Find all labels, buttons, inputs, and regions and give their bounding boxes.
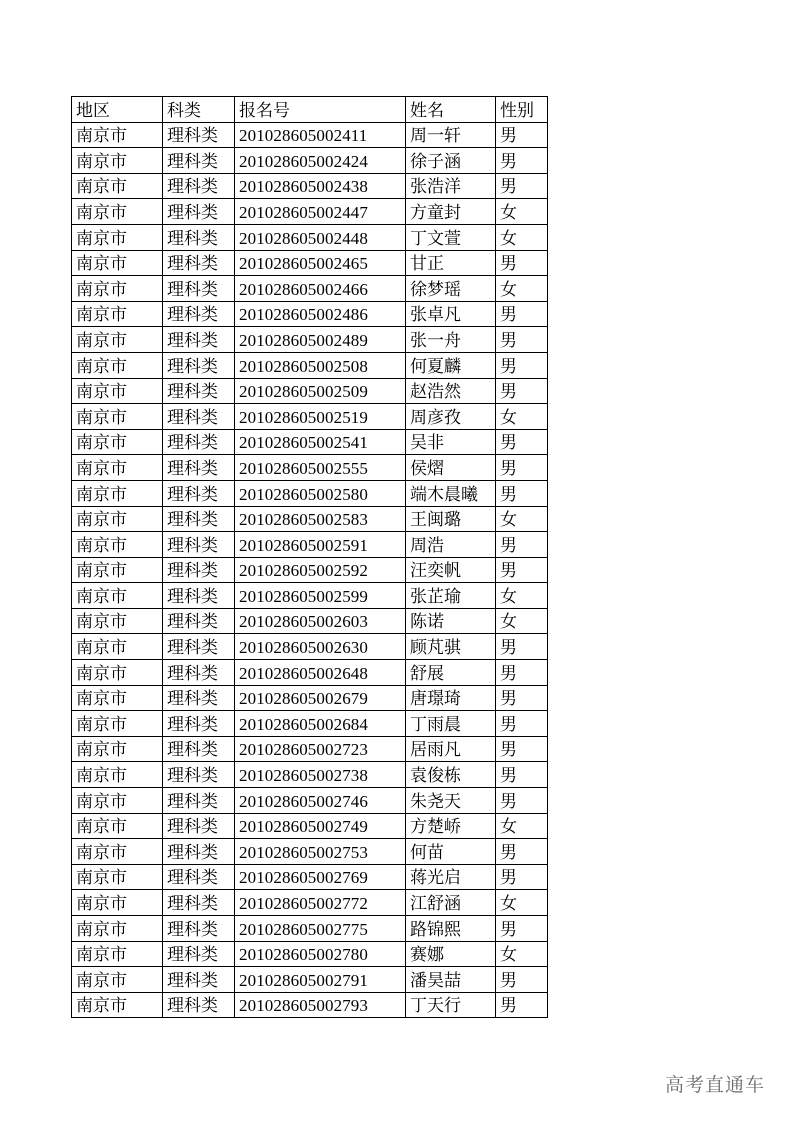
- cell-category: 理科类: [163, 480, 235, 506]
- cell-registration-number: 201028605002486: [235, 301, 406, 327]
- cell-name: 江舒涵: [406, 890, 496, 916]
- cell-registration-number: 201028605002583: [235, 506, 406, 532]
- cell-region: 南京市: [72, 301, 163, 327]
- table-row: [72, 890, 548, 916]
- cell-name: 潘昊喆: [406, 967, 496, 993]
- table-header: [72, 97, 548, 123]
- cell-gender: 男: [496, 378, 548, 404]
- cell-category: 理科类: [163, 941, 235, 967]
- table-row: [72, 352, 548, 378]
- cell-registration-number: 201028605002555: [235, 455, 406, 481]
- table-row: [72, 173, 548, 199]
- cell-gender: 男: [496, 301, 548, 327]
- cell-registration-number: 201028605002603: [235, 608, 406, 634]
- cell-region: 南京市: [72, 992, 163, 1018]
- cell-category: 理科类: [163, 967, 235, 993]
- cell-name: 方童封: [406, 199, 496, 225]
- cell-name: 甘正: [406, 250, 496, 276]
- table-row: [72, 762, 548, 788]
- table-row: [72, 506, 548, 532]
- table-row: [72, 864, 548, 890]
- cell-category: 理科类: [163, 224, 235, 250]
- cell-region: 南京市: [72, 199, 163, 225]
- header-region: 地区: [72, 97, 163, 123]
- cell-category: 理科类: [163, 532, 235, 558]
- table-row: [72, 250, 548, 276]
- cell-registration-number: 201028605002793: [235, 992, 406, 1018]
- cell-name: 何夏麟: [406, 352, 496, 378]
- table-row: [72, 327, 548, 353]
- cell-gender: 女: [496, 506, 548, 532]
- cell-gender: 女: [496, 224, 548, 250]
- cell-region: 南京市: [72, 916, 163, 942]
- table-row: [72, 301, 548, 327]
- cell-region: 南京市: [72, 352, 163, 378]
- table-row: [72, 788, 548, 814]
- cell-region: 南京市: [72, 455, 163, 481]
- cell-registration-number: 201028605002448: [235, 224, 406, 250]
- cell-gender: 女: [496, 813, 548, 839]
- cell-registration-number: 201028605002580: [235, 480, 406, 506]
- cell-region: 南京市: [72, 813, 163, 839]
- cell-name: 舒展: [406, 660, 496, 686]
- cell-gender: 女: [496, 404, 548, 430]
- header-name: 姓名: [406, 97, 496, 123]
- cell-gender: 男: [496, 455, 548, 481]
- cell-gender: 男: [496, 916, 548, 942]
- cell-registration-number: 201028605002465: [235, 250, 406, 276]
- watermark-logo-text: 高考直通车: [664, 1074, 765, 1096]
- table-row: [72, 660, 548, 686]
- cell-region: 南京市: [72, 532, 163, 558]
- header-registration-number: 报名号: [235, 97, 406, 123]
- header-row: [72, 97, 548, 123]
- cell-category: 理科类: [163, 148, 235, 174]
- cell-region: 南京市: [72, 583, 163, 609]
- cell-registration-number: 201028605002489: [235, 327, 406, 353]
- table-row: [72, 608, 548, 634]
- cell-region: 南京市: [72, 890, 163, 916]
- cell-registration-number: 201028605002791: [235, 967, 406, 993]
- cell-name: 侯熠: [406, 455, 496, 481]
- cell-name: 汪奕帆: [406, 557, 496, 583]
- cell-category: 理科类: [163, 736, 235, 762]
- cell-gender: 男: [496, 557, 548, 583]
- cell-gender: 男: [496, 122, 548, 148]
- cell-name: 张芷瑜: [406, 583, 496, 609]
- cell-name: 唐璟琦: [406, 685, 496, 711]
- cell-gender: 男: [496, 173, 548, 199]
- header-gender: 性别: [496, 97, 548, 123]
- cell-category: 理科类: [163, 327, 235, 353]
- cell-gender: 女: [496, 941, 548, 967]
- cell-name: 王闽璐: [406, 506, 496, 532]
- table-row: [72, 839, 548, 865]
- cell-registration-number: 201028605002769: [235, 864, 406, 890]
- cell-registration-number: 201028605002599: [235, 583, 406, 609]
- cell-name: 居雨凡: [406, 736, 496, 762]
- cell-region: 南京市: [72, 122, 163, 148]
- cell-region: 南京市: [72, 250, 163, 276]
- cell-registration-number: 201028605002509: [235, 378, 406, 404]
- cell-gender: 男: [496, 736, 548, 762]
- cell-gender: 男: [496, 327, 548, 353]
- cell-gender: 男: [496, 634, 548, 660]
- cell-region: 南京市: [72, 736, 163, 762]
- table-row: [72, 378, 548, 404]
- cell-name: 赛娜: [406, 941, 496, 967]
- cell-name: 周彦孜: [406, 404, 496, 430]
- cell-category: 理科类: [163, 583, 235, 609]
- cell-region: 南京市: [72, 148, 163, 174]
- cell-name: 朱尧天: [406, 788, 496, 814]
- cell-category: 理科类: [163, 711, 235, 737]
- cell-name: 蒋光启: [406, 864, 496, 890]
- cell-gender: 男: [496, 148, 548, 174]
- cell-name: 丁雨晨: [406, 711, 496, 737]
- cell-registration-number: 201028605002753: [235, 839, 406, 865]
- cell-region: 南京市: [72, 762, 163, 788]
- table-row: [72, 583, 548, 609]
- cell-region: 南京市: [72, 224, 163, 250]
- cell-category: 理科类: [163, 685, 235, 711]
- cell-registration-number: 201028605002738: [235, 762, 406, 788]
- cell-category: 理科类: [163, 813, 235, 839]
- cell-gender: 男: [496, 429, 548, 455]
- table-row: [72, 685, 548, 711]
- cell-category: 理科类: [163, 762, 235, 788]
- cell-registration-number: 201028605002746: [235, 788, 406, 814]
- table-row: [72, 199, 548, 225]
- cell-category: 理科类: [163, 839, 235, 865]
- table-row: [72, 736, 548, 762]
- cell-region: 南京市: [72, 378, 163, 404]
- cell-registration-number: 201028605002772: [235, 890, 406, 916]
- cell-category: 理科类: [163, 199, 235, 225]
- table-row: [72, 404, 548, 430]
- cell-registration-number: 201028605002775: [235, 916, 406, 942]
- cell-registration-number: 201028605002684: [235, 711, 406, 737]
- table-row: [72, 532, 548, 558]
- table-row: [72, 711, 548, 737]
- cell-name: 陈诺: [406, 608, 496, 634]
- cell-region: 南京市: [72, 557, 163, 583]
- cell-name: 张卓凡: [406, 301, 496, 327]
- cell-region: 南京市: [72, 429, 163, 455]
- cell-name: 徐梦瑶: [406, 276, 496, 302]
- cell-region: 南京市: [72, 711, 163, 737]
- cell-gender: 男: [496, 788, 548, 814]
- cell-category: 理科类: [163, 122, 235, 148]
- cell-registration-number: 201028605002780: [235, 941, 406, 967]
- cell-gender: 男: [496, 967, 548, 993]
- cell-category: 理科类: [163, 276, 235, 302]
- cell-gender: 女: [496, 890, 548, 916]
- table-row: [72, 224, 548, 250]
- cell-name: 顾芃骐: [406, 634, 496, 660]
- cell-category: 理科类: [163, 660, 235, 686]
- cell-registration-number: 201028605002679: [235, 685, 406, 711]
- cell-category: 理科类: [163, 429, 235, 455]
- cell-name: 方楚峤: [406, 813, 496, 839]
- cell-category: 理科类: [163, 173, 235, 199]
- cell-category: 理科类: [163, 992, 235, 1018]
- table-row: [72, 455, 548, 481]
- cell-region: 南京市: [72, 480, 163, 506]
- cell-region: 南京市: [72, 788, 163, 814]
- cell-registration-number: 201028605002447: [235, 199, 406, 225]
- cell-gender: 男: [496, 250, 548, 276]
- cell-gender: 男: [496, 660, 548, 686]
- cell-category: 理科类: [163, 864, 235, 890]
- cell-name: 吴非: [406, 429, 496, 455]
- cell-name: 周一轩: [406, 122, 496, 148]
- cell-region: 南京市: [72, 685, 163, 711]
- cell-gender: 男: [496, 992, 548, 1018]
- table-row: [72, 941, 548, 967]
- cell-gender: 男: [496, 352, 548, 378]
- cell-category: 理科类: [163, 301, 235, 327]
- cell-name: 张浩洋: [406, 173, 496, 199]
- cell-region: 南京市: [72, 404, 163, 430]
- cell-name: 丁天行: [406, 992, 496, 1018]
- cell-registration-number: 201028605002592: [235, 557, 406, 583]
- table-row: [72, 480, 548, 506]
- student-roster-table: [71, 96, 548, 1018]
- cell-region: 南京市: [72, 634, 163, 660]
- table-row: [72, 429, 548, 455]
- cell-region: 南京市: [72, 839, 163, 865]
- table-row: [72, 967, 548, 993]
- cell-category: 理科类: [163, 352, 235, 378]
- cell-region: 南京市: [72, 173, 163, 199]
- cell-registration-number: 201028605002630: [235, 634, 406, 660]
- cell-registration-number: 201028605002466: [235, 276, 406, 302]
- cell-region: 南京市: [72, 967, 163, 993]
- cell-registration-number: 201028605002723: [235, 736, 406, 762]
- cell-name: 端木晨曦: [406, 480, 496, 506]
- cell-registration-number: 201028605002519: [235, 404, 406, 430]
- table-row: [72, 992, 548, 1018]
- table-row: [72, 634, 548, 660]
- cell-registration-number: 201028605002508: [235, 352, 406, 378]
- cell-category: 理科类: [163, 455, 235, 481]
- cell-registration-number: 201028605002648: [235, 660, 406, 686]
- cell-gender: 男: [496, 685, 548, 711]
- cell-category: 理科类: [163, 506, 235, 532]
- cell-gender: 男: [496, 480, 548, 506]
- table-body: [72, 122, 548, 1018]
- table-row: [72, 916, 548, 942]
- cell-region: 南京市: [72, 660, 163, 686]
- cell-region: 南京市: [72, 327, 163, 353]
- table-row: [72, 813, 548, 839]
- cell-region: 南京市: [72, 506, 163, 532]
- cell-gender: 女: [496, 608, 548, 634]
- cell-region: 南京市: [72, 276, 163, 302]
- cell-name: 周浩: [406, 532, 496, 558]
- table-row: [72, 122, 548, 148]
- table-row: [72, 557, 548, 583]
- table-row: [72, 148, 548, 174]
- cell-category: 理科类: [163, 608, 235, 634]
- cell-registration-number: 201028605002411: [235, 122, 406, 148]
- cell-registration-number: 201028605002591: [235, 532, 406, 558]
- cell-name: 丁文萱: [406, 224, 496, 250]
- cell-category: 理科类: [163, 557, 235, 583]
- cell-registration-number: 201028605002749: [235, 813, 406, 839]
- cell-region: 南京市: [72, 864, 163, 890]
- cell-category: 理科类: [163, 378, 235, 404]
- cell-gender: 男: [496, 532, 548, 558]
- cell-gender: 男: [496, 839, 548, 865]
- cell-region: 南京市: [72, 608, 163, 634]
- cell-registration-number: 201028605002424: [235, 148, 406, 174]
- cell-gender: 男: [496, 762, 548, 788]
- cell-name: 何苗: [406, 839, 496, 865]
- cell-category: 理科类: [163, 788, 235, 814]
- cell-category: 理科类: [163, 634, 235, 660]
- header-category: 科类: [163, 97, 235, 123]
- cell-gender: 女: [496, 199, 548, 225]
- cell-gender: 男: [496, 711, 548, 737]
- cell-name: 徐子涵: [406, 148, 496, 174]
- cell-category: 理科类: [163, 404, 235, 430]
- cell-category: 理科类: [163, 250, 235, 276]
- cell-registration-number: 201028605002541: [235, 429, 406, 455]
- cell-region: 南京市: [72, 941, 163, 967]
- cell-gender: 男: [496, 864, 548, 890]
- cell-name: 赵浩然: [406, 378, 496, 404]
- table-row: [72, 276, 548, 302]
- cell-gender: 女: [496, 583, 548, 609]
- cell-name: 张一舟: [406, 327, 496, 353]
- cell-name: 袁俊栋: [406, 762, 496, 788]
- cell-registration-number: 201028605002438: [235, 173, 406, 199]
- cell-category: 理科类: [163, 890, 235, 916]
- cell-category: 理科类: [163, 916, 235, 942]
- cell-name: 路锦熙: [406, 916, 496, 942]
- cell-gender: 女: [496, 276, 548, 302]
